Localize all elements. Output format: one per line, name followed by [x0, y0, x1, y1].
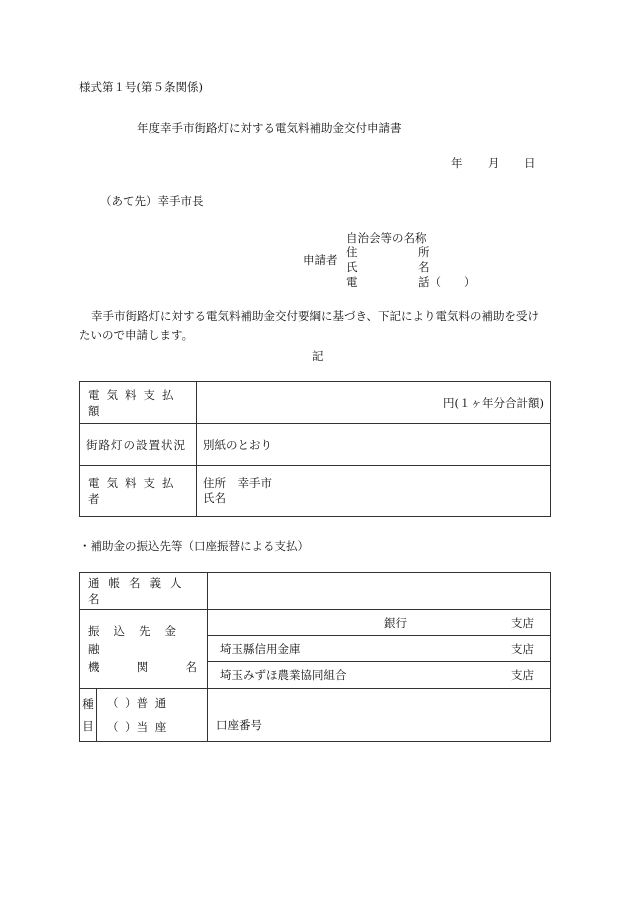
- label-account-holder: 通帳名義人名: [88, 576, 191, 606]
- ki-label: 記: [312, 349, 324, 363]
- table-row: [80, 573, 551, 610]
- label-bank-char-1: 機: [88, 660, 100, 674]
- kind-label-char-2: 目: [82, 719, 94, 733]
- kind-options-cell: [97, 689, 208, 742]
- addressee: （あて先）幸手市長: [100, 194, 204, 208]
- label-electricity-payer: 電気料支払者: [88, 476, 181, 506]
- label-cell: [80, 424, 197, 466]
- checkbox-ordinary[interactable]: （ ）普 通: [107, 696, 167, 710]
- account-number-field[interactable]: [208, 689, 551, 742]
- label-streetlight-status: 街路灯の設置状況: [86, 437, 186, 452]
- bank-option-row[interactable]: [208, 662, 551, 689]
- table-row: [80, 689, 551, 742]
- form-title: 年度幸手市街路灯に対する電気料補助金交付申請書: [137, 121, 402, 135]
- streetlight-status-value: 別紙のとおり: [203, 437, 272, 452]
- transfer-table: [79, 572, 551, 742]
- payer-name-line: 氏名: [203, 491, 226, 505]
- bank-name-saitama-shinkin: 埼玉縣信用金庫: [220, 642, 301, 656]
- label-cell: [80, 610, 208, 689]
- account-number-label: 口座番号: [216, 718, 262, 732]
- address-label-2: 所: [418, 245, 430, 259]
- bank-option-row[interactable]: [208, 610, 551, 636]
- payment-table: [79, 381, 551, 517]
- label-bank-line-1: 振込先金融: [88, 624, 190, 656]
- table-row: [80, 466, 551, 517]
- date-year: 年: [451, 156, 463, 170]
- electricity-amount-field[interactable]: [197, 382, 551, 424]
- address-label-1: 住: [346, 245, 358, 259]
- phone-label-2: 話（ ）: [418, 275, 476, 289]
- date-month: 月: [488, 156, 500, 170]
- branch-label: 支店: [511, 616, 534, 630]
- name-label-1: 氏: [346, 260, 358, 274]
- body-line-2: たいので申請します。: [79, 328, 194, 342]
- label-cell: [80, 382, 197, 424]
- kind-label-char-1: 種: [82, 697, 94, 711]
- org-name-label: 自治会等の名称: [346, 231, 427, 245]
- bank-option-row[interactable]: [208, 636, 551, 662]
- kind-label-cell: [80, 689, 97, 742]
- label-electricity-payment: 電気料支払額: [88, 387, 181, 418]
- account-holder-field[interactable]: [208, 573, 551, 610]
- payer-address-line: 住所 幸手市: [203, 476, 272, 490]
- label-cell: [80, 466, 197, 517]
- form-number: 様式第１号(第５条関係): [79, 80, 203, 94]
- label-bank-char-2: 関: [136, 660, 149, 674]
- payer-field[interactable]: [197, 466, 551, 517]
- table-row: [80, 424, 551, 466]
- transfer-heading: ・補助金の振込先等（口座振替による支払）: [79, 539, 309, 553]
- checkbox-current[interactable]: （ ）当 座: [107, 720, 167, 734]
- phone-label-1: 電: [346, 275, 358, 289]
- applicant-label: 申請者: [303, 253, 338, 267]
- branch-label: 支店: [511, 642, 534, 656]
- amount-unit-text: 円(１ヶ年分合計額): [443, 395, 544, 410]
- branch-label: 支店: [511, 668, 534, 682]
- streetlight-status-field[interactable]: [197, 424, 551, 466]
- label-bank-char-3: 名: [185, 660, 197, 674]
- date-day: 日: [524, 156, 536, 170]
- body-line-1: 幸手市街路灯に対する電気料補助金交付要綱に基づき、下記により電気料の補助を受け: [91, 309, 540, 323]
- bank-name-saitama-mizuho: 埼玉みずほ農業協同組合: [220, 668, 347, 682]
- label-cell: [80, 573, 208, 610]
- table-row: [80, 610, 551, 636]
- table-row: [80, 382, 551, 424]
- name-label-2: 名: [418, 260, 430, 274]
- bank-type-label: 銀行: [384, 616, 407, 630]
